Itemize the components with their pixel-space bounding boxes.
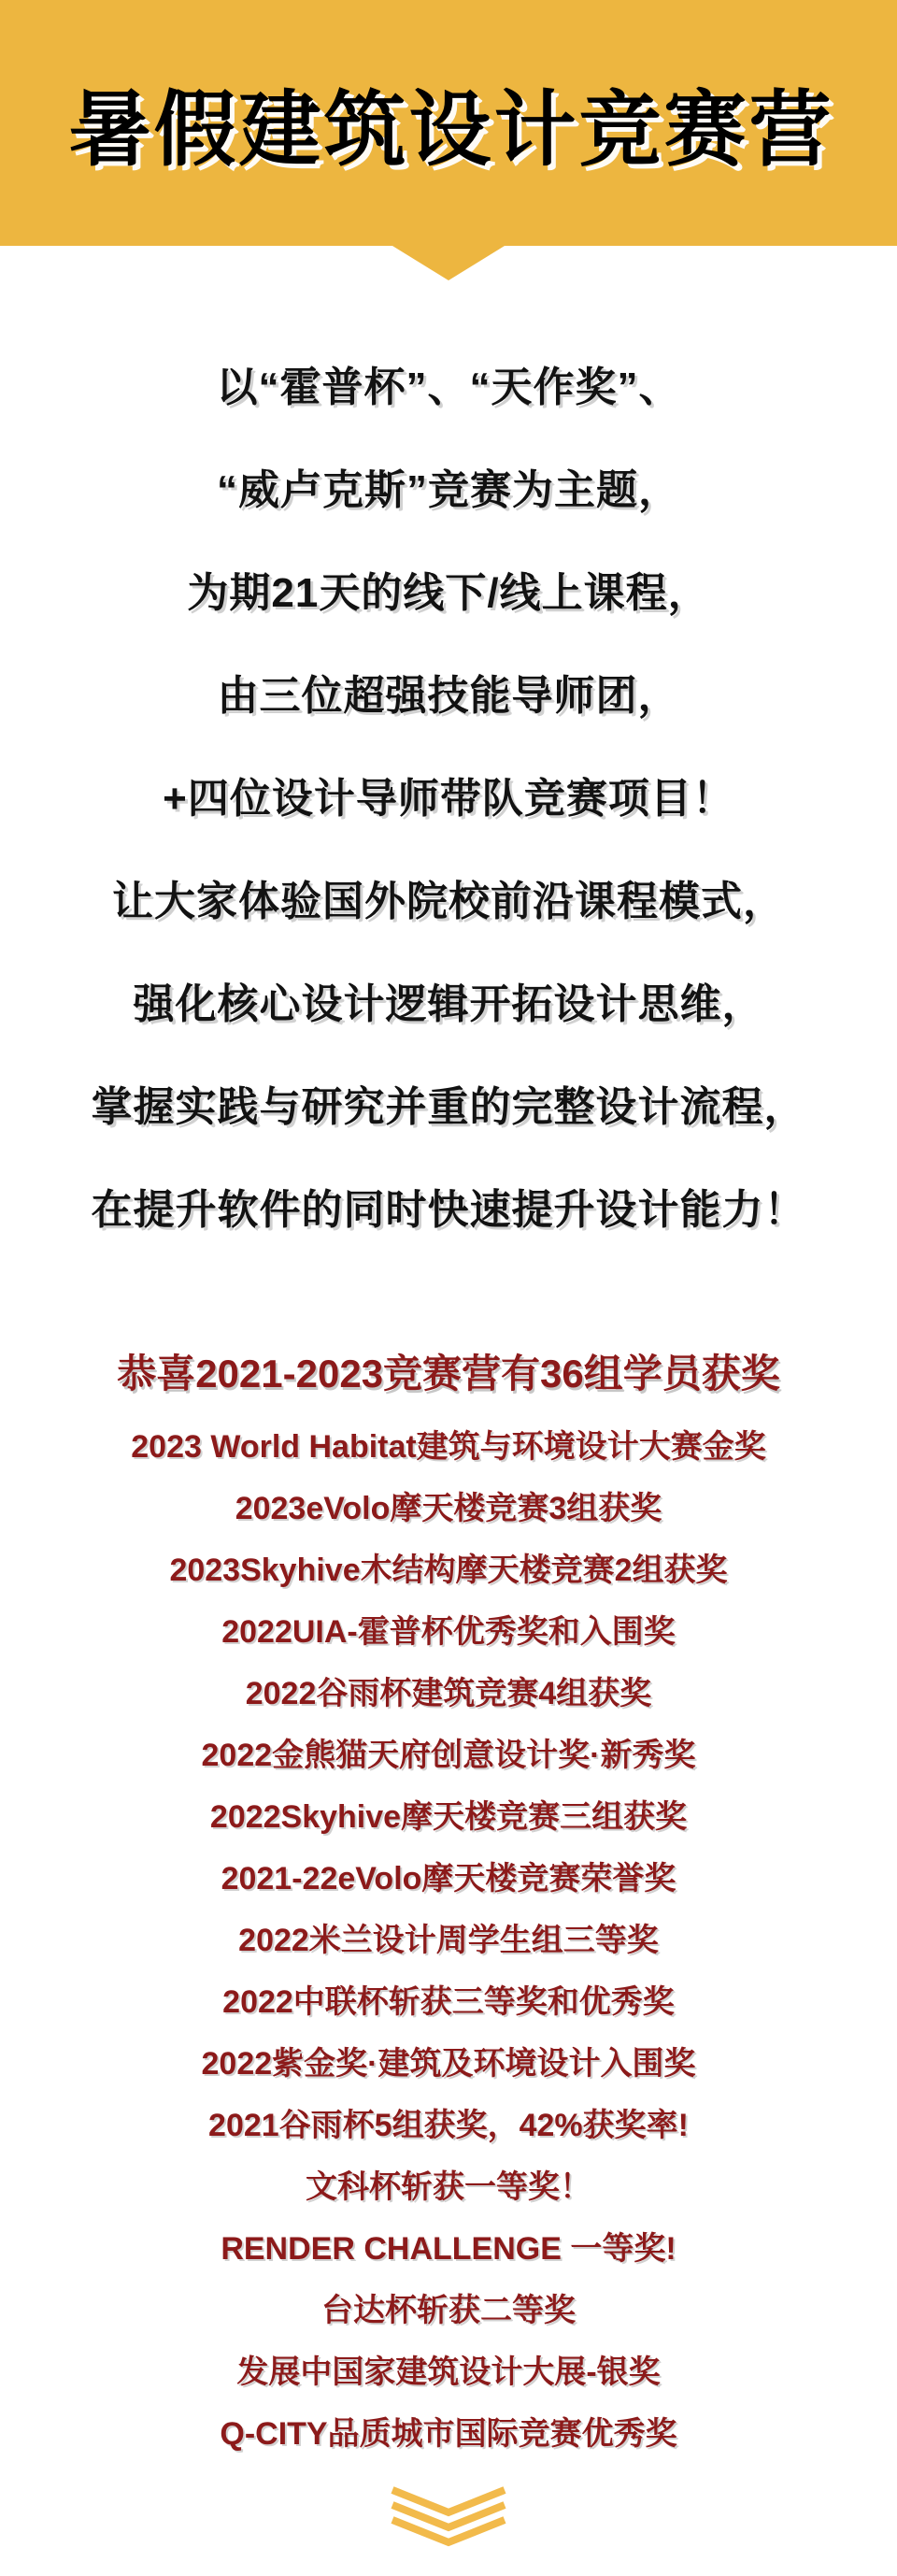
intro-line: 掌握实践与研究并重的完整设计流程，: [91, 1084, 806, 1130]
intro-line: 强化核心设计逻辑开拓设计思维，: [133, 981, 764, 1027]
award-list-item: RENDER CHALLENGE 一等奖!: [221, 2231, 676, 2267]
award-list-item: 2022Skyhive摩天楼竞赛三组获奖: [209, 1799, 688, 1835]
intro-line: 在提升软件的同时快速提升设计能力！: [91, 1187, 806, 1233]
award-list-item: 2023Skyhive木结构摩天楼竞赛2组获奖: [169, 1553, 728, 1588]
triple-chevron-down-icon: [387, 2484, 510, 2548]
awards-heading: 恭喜2021-2023竞赛营有36组学员获奖: [117, 1352, 780, 1395]
award-list-item: 2022紫金奖·建筑及环境设计入围奖: [201, 2046, 696, 2082]
intro-line: 让大家体验国外院校前沿课程模式，: [112, 879, 785, 924]
banner-pointer-triangle: [392, 246, 505, 280]
award-list-item: 发展中国家建筑设计大展-银奖: [236, 2354, 661, 2390]
intro-text-block: [0, 336, 897, 1262]
intro-line: +四位设计导师带队竞赛项目！: [163, 776, 734, 822]
footer: [387, 2484, 510, 2548]
award-list-item: 台达杯斩获二等奖: [321, 2293, 576, 2328]
award-list-item: 2023 World Habitat建筑与环境设计大赛金奖: [131, 1429, 766, 1465]
award-list-item: 2022谷雨杯建筑竞赛4组获奖: [245, 1676, 652, 1711]
award-list-item: 2022UIA-霍普杯优秀奖和入围奖: [221, 1614, 676, 1650]
award-list-item: 2023eVolo摩天楼竞赛3组获奖: [235, 1491, 662, 1526]
award-list-item: 2022金熊猫天府创意设计奖·新秀奖: [201, 1738, 696, 1773]
intro-line: “威卢克斯”竞赛为主题，: [217, 467, 680, 513]
page-title: 暑假建筑设计竞赛营: [68, 82, 834, 176]
award-list-item: 2021-22eVolo摩天楼竞赛荣誉奖: [221, 1861, 676, 1896]
award-list-item: 2022中联杯斩获三等奖和优秀奖: [222, 1984, 675, 2020]
intro-line: 由三位超强技能导师团，: [217, 673, 680, 719]
intro-line: 以“霍普杯”、“天作奖”、: [216, 365, 681, 410]
awards-list: [0, 1416, 897, 2465]
award-list-item: 文科杯斩获一等奖！: [306, 2169, 591, 2205]
award-list-item: Q-CITY品质城市国际竞赛优秀奖: [220, 2416, 677, 2452]
award-list-item: 2021谷雨杯5组获奖，42%获奖率!: [208, 2108, 689, 2143]
award-list-item: 2022米兰设计周学生组三等奖: [238, 1923, 659, 1958]
intro-line: 为期21天的线下/线上课程，: [187, 570, 710, 616]
banner: [0, 0, 897, 246]
